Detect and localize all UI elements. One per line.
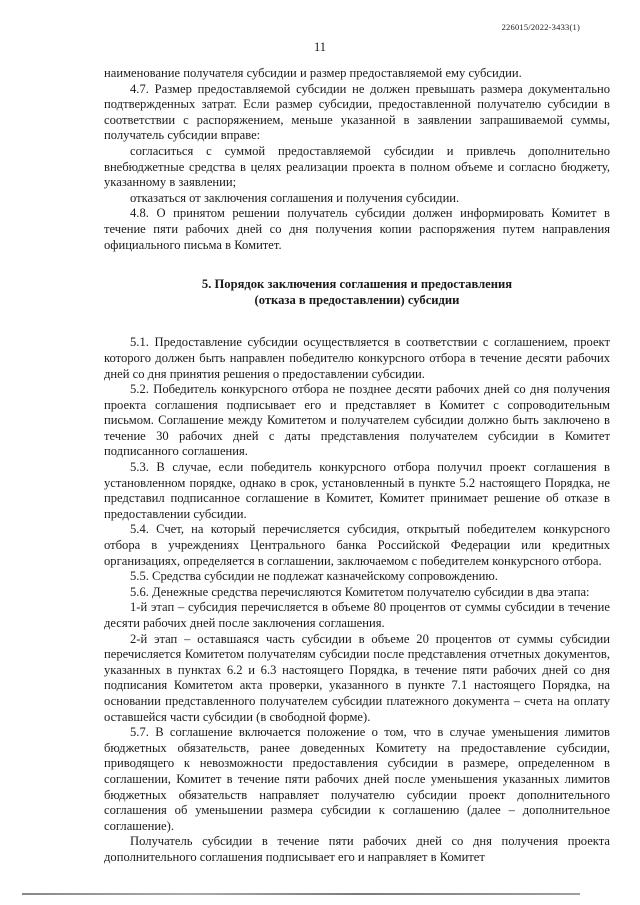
scan-edge-line	[22, 893, 580, 895]
paragraph-4-8: 4.8. О принятом решении получатель субсидии должен информировать Комитет в течение пяти рабочих дней со дня получения копии распоряжения путем направления официального письма в Комитет.	[104, 206, 610, 252]
paragraph-stage-1: 1-й этап – субсидия перечисляется в объеме 80 процентов от суммы субсидии в течение десяти рабочих дней после заключения соглашения.	[104, 600, 610, 630]
paragraph-5-2: 5.2. Победитель конкурсного отбора не позднее десяти рабочих дней со дня получения проекта соглашения подписывает его и представляет в Комитет с сопроводительным письмом. Соглашение между Комитетом и получателем субсидии должно быть заключено в течение 30 рабочих дней с даты представления получателем субсидии в Комитет подписанного соглашения.	[104, 382, 610, 459]
page-body	[104, 66, 610, 866]
paragraph: наименование получателя субсидии и размер предоставляемой ему субсидии.	[104, 66, 522, 80]
section-5-heading	[104, 277, 610, 308]
paragraph-5-5: 5.5. Средства субсидии не подлежат казначейскому сопровождению.	[130, 569, 498, 584]
paragraph-5-1: 5.1. Предоставление субсидии осуществляется в соответствии с соглашением, проект которого должен быть направлен победителю конкурсного отбора в течение десяти рабочих дней со дня принятия решения о предоставлении субсидии.	[104, 335, 610, 381]
paragraph-4-7: 4.7. Размер предоставляемой субсидии не должен превышать размера документально подтвержденных затрат. Если размер субсидии, предоставленной получателю субсидии в соответствии с распоряжением, меньше указанной в заявлении запрашиваемой суммы, получатель субсидии вправе:	[104, 81, 610, 143]
page-number: 11	[313, 40, 327, 54]
paragraph: согласиться с суммой предоставляемой субсидии и привлечь дополнительно внебюджетные средства в целях реализации проекта в полном объеме и согласно бюджету, указанному в заявлении;	[104, 143, 610, 190]
paragraph-stage-2: 2-й этап – оставшаяся часть субсидии в объеме 20 процентов от суммы субсидии перечисляется Комитетом получателям субсидии после представления отчетных документов, указанных в пунктах 6.2 и 6.3 настоящего Порядка, в течение пяти рабочих дней со дня подписания Комитетом акта проверки, указанного в пункте 7.1 настоящего Порядка, на основании представленного получателем субсидии платежного документа – счета на оплату оставшейся части субсидии (в свободной форме).	[104, 631, 610, 724]
document-number: 226015/2022-3433(1)	[501, 22, 580, 32]
paragraph: Получатель субсидии в течение пяти рабочих дней со дня получения проекта дополнительного соглашения подписывает его и направляет в Комитет	[104, 834, 610, 864]
paragraph-5-7: 5.7. В соглашение включается положение о том, что в случае уменьшения лимитов бюджетных обязательств, ранее доведенных Комитету на предоставление субсидии, приводящего к невозможности предоставления субсидии в размере, определенном в соглашении, Комитет в течение пяти рабочих дней после уменьшения указанных лимитов бюджетных обязательств направляет получателю субсидии проект дополнительного соглашения об уменьшении размера субсидии к соглашению (далее – дополнительное соглашение).	[104, 725, 610, 833]
paragraph-5-3: 5.3. В случае, если победитель конкурсного отбора получил проект соглашения в установленном порядке, однако в срок, установленный в пункте 5.2 настоящего Порядка, не представил подписанное соглашение в Комитет, Комитет принимает решение об отказе в предоставлении субсидии.	[104, 460, 610, 521]
paragraph-5-4: 5.4. Счет, на который перечисляется субсидия, открытый победителем конкурсного отбора в учреждениях Центрального банка Российской Федерации или кредитных организациях, определяется в соглашении, заключаемом с победителем конкурсного отбора.	[104, 522, 610, 568]
section-title-line: 5. Порядок заключения соглашения и предоставления	[201, 277, 513, 292]
section-title-line: (отказа в предоставлении) субсидии	[254, 292, 460, 307]
paragraph-5-6: 5.6. Денежные средства перечисляются Комитетом получателю субсидии в два этапа:	[130, 584, 590, 599]
paragraph: отказаться от заключения соглашения и получения субсидии.	[130, 190, 460, 205]
